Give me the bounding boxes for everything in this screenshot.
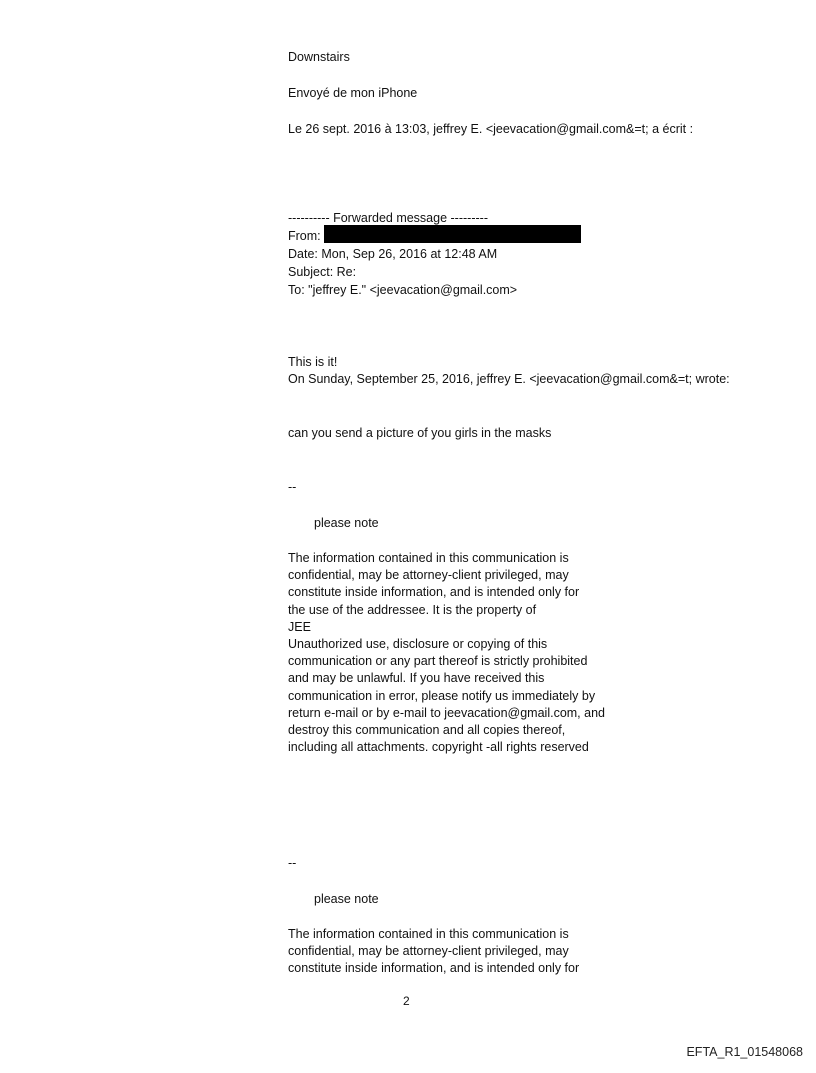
disclaimer-line: JEE — [288, 619, 311, 634]
disclaimer-line: the use of the addressee. It is the property of — [288, 602, 537, 617]
email-quote-header: Le 26 sept. 2016 à 13:03, jeffrey E. <jeevacation@gmail.com&=t; a écrit : — [288, 122, 694, 136]
disclaimer-line: and may be unlawful. If you have received this — [288, 671, 545, 686]
disclaimer-line: The information contained in this communication is — [288, 551, 569, 565]
forward-from-label: From: — [288, 229, 321, 243]
email-line-sent-from: Envoyé de mon iPhone — [288, 86, 418, 100]
reply-quote-header: On Sunday, September 25, 2016, jeffrey E. <jeevacation@gmail.com&=t; wrote: — [288, 372, 730, 386]
disclaimer-line: confidential, may be attorney-client privileged, may — [288, 568, 569, 583]
forward-subject: Subject: Re: — [288, 265, 357, 279]
disclaimer-line: confidential, may be attorney-client privileged, may — [288, 944, 569, 959]
disclaimer-line: communication in error, please notify us immediately by — [288, 688, 596, 703]
forward-date: Date: Mon, Sep 26, 2016 at 12:48 AM — [288, 247, 498, 261]
disclaimer-line: constitute inside information, and is intended only for — [288, 585, 580, 600]
disclaimer-2-dashes: -- — [288, 856, 297, 870]
disclaimer-line: The information contained in this communication is — [288, 927, 569, 941]
email-line-downstairs: Downstairs — [288, 50, 350, 64]
original-message: can you send a picture of you girls in the masks — [288, 426, 552, 440]
forward-to: To: "jeffrey E." <jeevacation@gmail.com> — [288, 283, 518, 297]
reply-text: This is it! — [288, 355, 338, 369]
disclaimer-line: including all attachments. copyright -all rights reserved — [288, 740, 589, 755]
disclaimer-2-heading: please note — [314, 892, 379, 906]
disclaimer-line: Unauthorized use, disclosure or copying of this — [288, 637, 548, 652]
disclaimer-line: destroy this communication and all copies thereof, — [288, 723, 566, 738]
document-id: EFTA_R1_01548068 — [686, 1045, 803, 1059]
disclaimer-2-body — [288, 926, 648, 978]
redaction-bar — [324, 225, 581, 243]
disclaimer-1-heading: please note — [314, 516, 379, 530]
disclaimer-line: return e-mail or by e-mail to jeevacation@gmail.com, and — [288, 705, 605, 720]
disclaimer-line: constitute inside information, and is intended only for — [288, 961, 580, 976]
forward-separator: ---------- Forwarded message --------- — [288, 211, 488, 225]
disclaimer-1-dashes: -- — [288, 480, 297, 494]
page-number: 2 — [403, 994, 410, 1008]
disclaimer-line: communication or any part thereof is strictly prohibited — [288, 654, 588, 669]
disclaimer-1-body — [288, 550, 648, 756]
